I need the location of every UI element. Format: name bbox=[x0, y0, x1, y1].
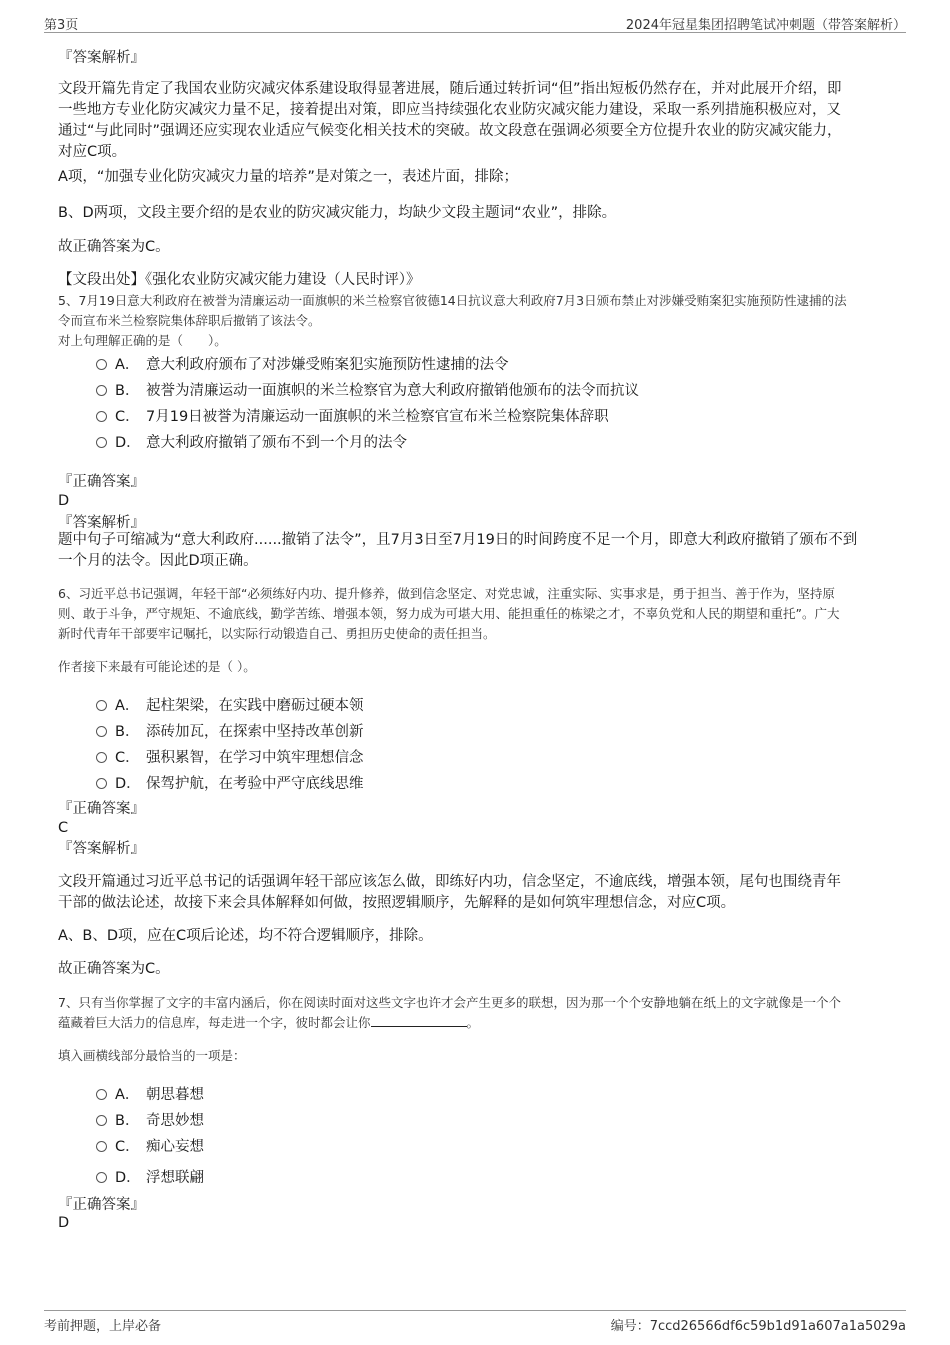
answer-label: 『正确答案』 bbox=[58, 474, 145, 490]
option-text: 浮想联翩 bbox=[146, 1170, 204, 1186]
option-text: 强积累智，在学习中筑牢理想信念 bbox=[146, 750, 364, 766]
footer-slogan: 考前押题，上岸必备 bbox=[44, 1319, 162, 1334]
radio-icon[interactable] bbox=[96, 359, 107, 370]
option-text: 奇思妙想 bbox=[146, 1113, 204, 1129]
q4-analysis bbox=[58, 79, 842, 163]
option-text: 保驾护航，在考验中严守底线思维 bbox=[146, 776, 364, 792]
radio-icon[interactable] bbox=[96, 385, 107, 396]
q7-stem-line: 7、只有当你掌握了文字的丰富内涵后，你在阅读时面对这些文字也许才会产生更多的联想，因为那一个个安静地躺在纸上的文字就像是一个个 bbox=[58, 995, 841, 1010]
q4-option-a-analysis: A项，“加强专业化防灾减灾力量的培养”是对策之一，表述片面，排除； bbox=[58, 169, 518, 185]
option-letter: D． bbox=[115, 435, 141, 451]
radio-icon[interactable] bbox=[96, 1141, 107, 1152]
q4-option-bd-analysis: B、D两项，文段主要介绍的是农业的防灾减灾能力，均缺少文段主题词“农业”，排除。 bbox=[58, 205, 617, 221]
option-letter: A． bbox=[115, 1087, 140, 1103]
q6-stem-line: 6、习近平总书记强调，年轻干部“必须练好内功、提升修养，做到信念坚定、对党忠诚，注重实际、实事求是，勇于担当、善于作为，坚持原 bbox=[58, 586, 835, 601]
analysis-label: 『答案解析』 bbox=[58, 841, 145, 857]
q6-analysis bbox=[58, 872, 841, 914]
radio-icon[interactable] bbox=[96, 437, 107, 448]
q6-stem-line: 新时代青年干部要牢记嘱托，以实际行动锻造自己、勇担历史使命的责任担当。 bbox=[58, 626, 496, 641]
q6-stem bbox=[58, 584, 839, 644]
q6-prompt: 作者接下来最有可能论述的是（ ）。 bbox=[58, 659, 256, 674]
q6-conclusion: 故正确答案为C。 bbox=[58, 961, 170, 977]
q6-analysis-line: 文段开篇通过习近平总书记的话强调年轻干部应该怎么做，即练好内功，信念坚定，不逾底线，增强本领，尾句也围绕青年 bbox=[58, 874, 841, 890]
q7-stem-end: 。 bbox=[466, 1015, 480, 1030]
q5-prompt: 对上句理解正确的是（ ）。 bbox=[58, 333, 227, 348]
answer-label: 『正确答案』 bbox=[58, 1197, 145, 1213]
page-footer bbox=[44, 1310, 906, 1337]
radio-icon[interactable] bbox=[96, 700, 107, 711]
q6-analysis-line: 干部的做法论述，故接下来会具体解释如何做，按照逻辑顺序，先解释的是如何筑牢理想信念，对应C项。 bbox=[58, 895, 736, 911]
q4-conclusion: 故正确答案为C。 bbox=[58, 239, 170, 255]
analysis-label: 『答案解析』 bbox=[58, 50, 145, 66]
q5-analysis-line: 一个月的法令。因此D项正确。 bbox=[58, 553, 258, 569]
q6-stem-line: 则、敢于斗争，严守规矩、不逾底线，勤学苦练、增强本领，努力成为可堪大用、能担重任的栋梁之才，不辜负党和人民的期望和重托”。广大 bbox=[58, 606, 840, 621]
q7-prompt: 填入画横线部分最恰当的一项是： bbox=[58, 1048, 246, 1063]
q5-stem-line: 5、7月19日意大利政府在被誉为清廉运动一面旗帜的米兰检察官彼德14日抗议意大利政府7月3日颁布禁止对涉嫌受贿案犯实施预防性逮捕的法 bbox=[58, 293, 847, 308]
option-letter: D． bbox=[115, 776, 141, 792]
radio-icon[interactable] bbox=[96, 411, 107, 422]
radio-icon[interactable] bbox=[96, 726, 107, 737]
option-text: 被誉为清廉运动一面旗帜的米兰检察官为意大利政府撤销他颁布的法令而抗议 bbox=[146, 383, 639, 399]
radio-icon[interactable] bbox=[96, 1115, 107, 1126]
option-letter: C． bbox=[115, 409, 140, 425]
analysis-label: 『答案解析』 bbox=[58, 515, 145, 531]
q5-analysis-line: 题中句子可缩减为“意大利政府......撤销了法令”，且7月3日至7月19日的时间跨度不足一个月，即意大利政府撤销了颁布不到 bbox=[58, 532, 858, 548]
page-number: 第3页 bbox=[44, 18, 79, 33]
q6-answer: C bbox=[58, 820, 69, 836]
radio-icon[interactable] bbox=[96, 778, 107, 789]
option-letter: C． bbox=[115, 1139, 140, 1155]
radio-icon[interactable] bbox=[96, 1089, 107, 1100]
option-text: 意大利政府颁布了对涉嫌受贿案犯实施预防性逮捕的法令 bbox=[146, 357, 509, 373]
q5-analysis bbox=[58, 530, 857, 572]
option-text: 朝思暮想 bbox=[146, 1087, 204, 1103]
page-header bbox=[44, 10, 906, 33]
document-code: 编号：7ccd26566df6c59b1d91a607a1a5029a bbox=[610, 1319, 906, 1334]
option-text: 添砖加瓦，在探索中坚持改革创新 bbox=[146, 724, 364, 740]
document-title: 2024年冠星集团招聘笔试冲刺题（带答案解析） bbox=[625, 18, 906, 33]
q5-stem bbox=[58, 291, 847, 351]
q7-stem-line bbox=[58, 1013, 841, 1033]
fill-blank bbox=[371, 1014, 467, 1027]
q7-stem bbox=[58, 993, 841, 1033]
q7-answer: D bbox=[58, 1215, 70, 1231]
q6-option-abd-analysis: A、B、D项，应在C项后论述，均不符合逻辑顺序，排除。 bbox=[58, 928, 433, 944]
option-letter: B． bbox=[115, 1113, 140, 1129]
q5-stem-line: 令而宣布米兰检察院集体辞职后撤销了该法令。 bbox=[58, 313, 321, 328]
option-text: 意大利政府撤销了颁布不到一个月的法令 bbox=[146, 435, 407, 451]
option-text: 痴心妄想 bbox=[146, 1139, 204, 1155]
q7-stem-text: 蕴藏着巨大活力的信息库，每走进一个字，彼时都会让你 bbox=[58, 1015, 371, 1030]
q4-analysis-line: 对应C项。 bbox=[58, 144, 127, 160]
answer-label: 『正确答案』 bbox=[58, 801, 145, 817]
radio-icon[interactable] bbox=[96, 1172, 107, 1183]
option-letter: D． bbox=[115, 1170, 141, 1186]
option-text: 起柱架梁，在实践中磨砺过硬本领 bbox=[146, 698, 364, 714]
q4-analysis-line: 一些地方专业化防灾减灾力量不足，接着提出对策，即应当持续强化农业防灾减灾能力建设，采取一系列措施积极应对，又 bbox=[58, 102, 841, 118]
option-letter: B． bbox=[115, 383, 140, 399]
q5-answer: D bbox=[58, 493, 70, 509]
radio-icon[interactable] bbox=[96, 752, 107, 763]
q4-analysis-line: 文段开篇先肯定了我国农业防灾减灾体系建设取得显著进展，随后通过转折词“但”指出短板仍然存在，并对此展开介绍，即 bbox=[58, 81, 842, 97]
option-letter: C． bbox=[115, 750, 140, 766]
q4-analysis-line: 通过“与此同时”强调还应实现农业适应气候变化相关技术的突破。故文段意在强调必须要全方位提升农业的防灾减灾能力， bbox=[58, 123, 842, 139]
option-letter: A． bbox=[115, 357, 140, 373]
option-letter: B． bbox=[115, 724, 140, 740]
option-text: 7月19日被誉为清廉运动一面旗帜的米兰检察官宣布米兰检察院集体辞职 bbox=[146, 409, 609, 425]
q4-source: 【文段出处】《强化农业防灾减灾能力建设（人民时评）》 bbox=[58, 272, 421, 288]
option-letter: A． bbox=[115, 698, 140, 714]
